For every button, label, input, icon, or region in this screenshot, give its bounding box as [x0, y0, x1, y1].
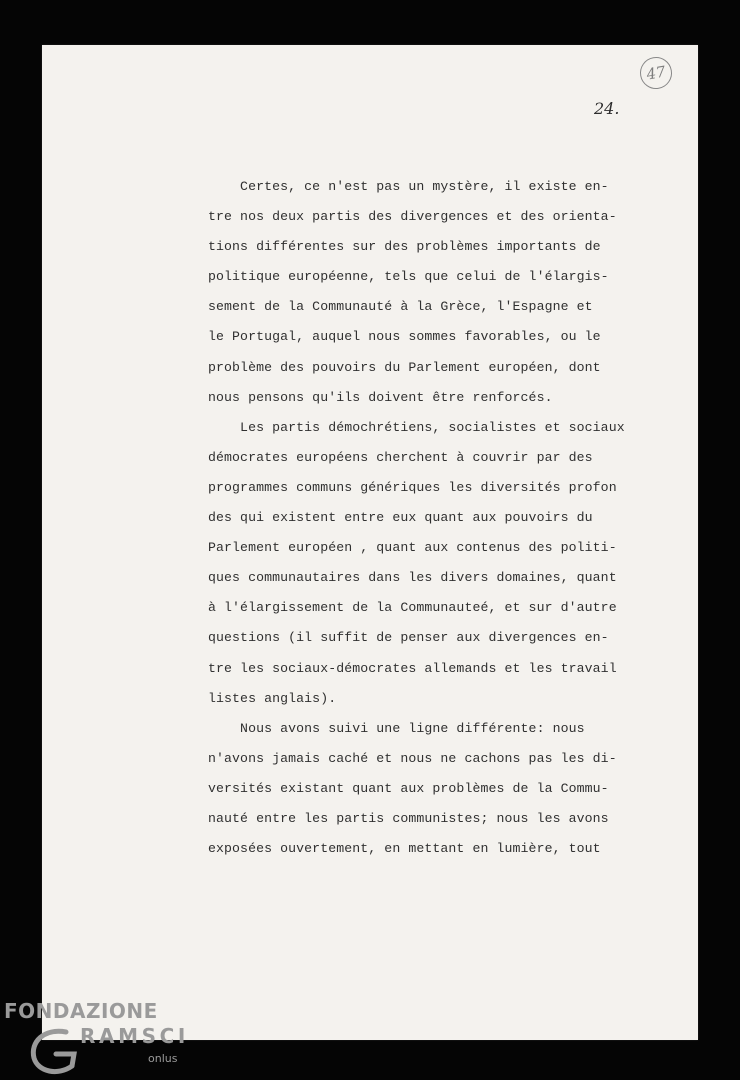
- document-page: [42, 45, 698, 1040]
- body-text: [208, 172, 648, 864]
- watermark-suffix: onlus: [148, 1052, 178, 1065]
- watermark-line2: [34, 1024, 189, 1048]
- text-line: exposées ouvertement, en mettant en lumière, tout: [208, 841, 601, 857]
- text-line: à l'élargissement de la Communauteé, et sur d'autre: [208, 600, 617, 616]
- text-line: ques communautaires dans les divers domaines, quant: [208, 570, 617, 586]
- page-number: 24.: [594, 99, 620, 118]
- text-line: sement de la Communauté à la Grèce, l'Espagne et: [208, 299, 593, 315]
- text-line: le Portugal, auquel nous sommes favorables, ou le: [208, 329, 601, 345]
- text-line: Parlement européen , quant aux contenus des politi-: [208, 540, 617, 556]
- text-line: nous pensons qu'ils doivent être renforcés.: [208, 389, 553, 405]
- archive-number-stamp: 47: [637, 54, 674, 91]
- text-line: tre nos deux partis des divergences et des orienta-: [208, 209, 617, 225]
- text-line: questions (il suffit de penser aux divergences en-: [208, 630, 609, 646]
- text-line: versités existant quant aux problèmes de la Commu-: [208, 780, 609, 796]
- watermark-line1: FONDAZIONE: [4, 999, 158, 1023]
- text-line: nauté entre les partis communistes; nous les avons: [208, 810, 609, 826]
- text-line: problème des pouvoirs du Parlement européen, dont: [208, 359, 601, 375]
- watermark-line2-text: RAMSCI: [80, 1024, 189, 1048]
- text-line: démocrates européens cherchent à couvrir par des: [208, 449, 593, 465]
- text-line: programmes communs génériques les diversités profon: [208, 479, 617, 495]
- text-line: tions différentes sur des problèmes importants de: [208, 239, 601, 255]
- text-line: Nous avons suivi une ligne différente: nous: [208, 720, 585, 736]
- text-line: politique européenne, tels que celui de l'élargis-: [208, 269, 609, 285]
- text-line: Certes, ce n'est pas un mystère, il existe en-: [208, 179, 609, 194]
- text-line: Les partis démochrétiens, socialistes et sociaux: [208, 419, 625, 435]
- text-line: n'avons jamais caché et nous ne cachons pas les di-: [208, 750, 617, 766]
- text-line: tre les sociaux-démocrates allemands et les travail: [208, 660, 617, 676]
- text-line: listes anglais).: [208, 690, 337, 706]
- text-line: des qui existent entre eux quant aux pouvoirs du: [208, 510, 593, 526]
